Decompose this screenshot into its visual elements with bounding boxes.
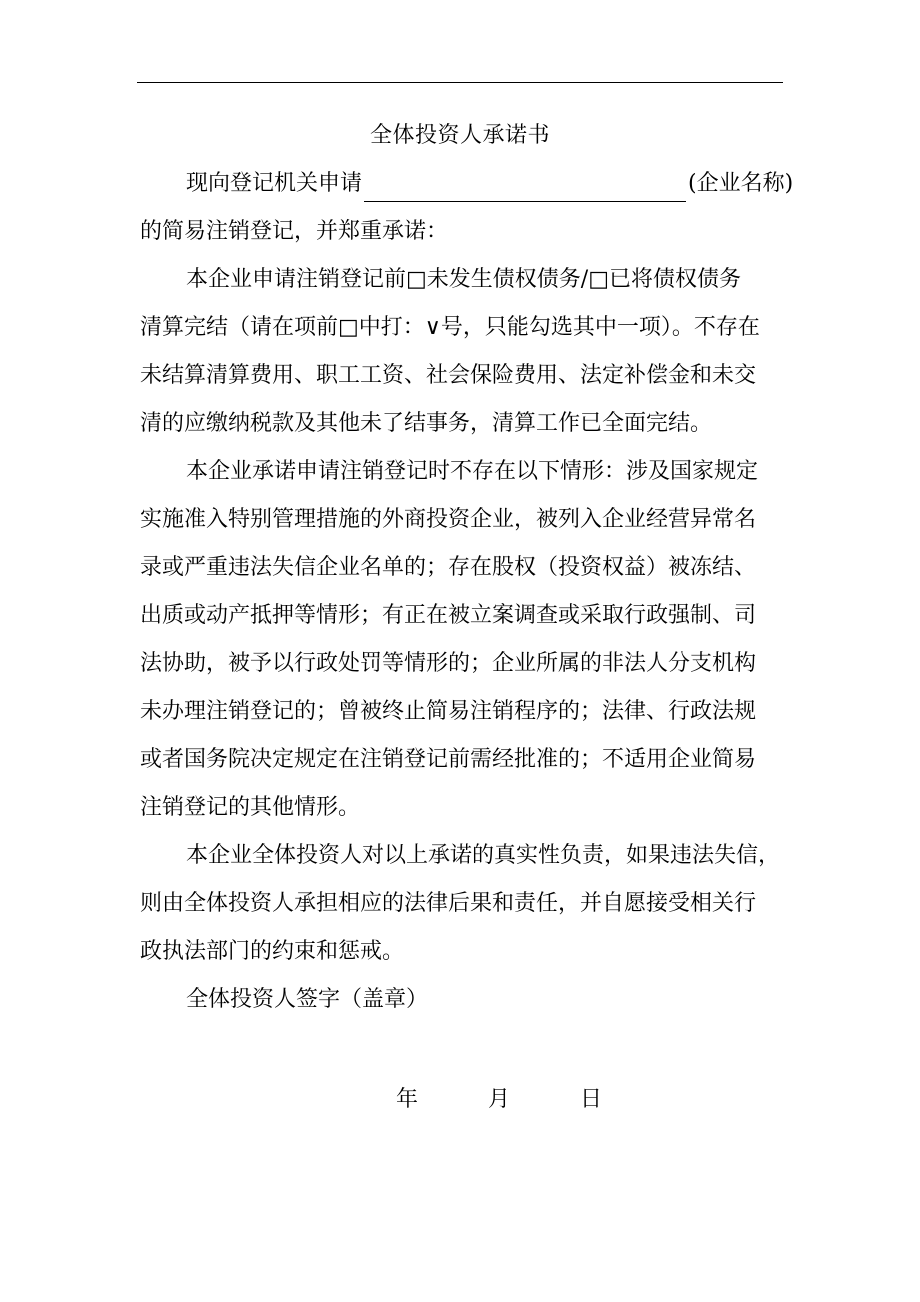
para2-line: 或者国务院决定规定在注销登记前需经批准的；不适用企业简易: [140, 747, 757, 772]
para2-line: 本企业承诺申请注销登记时不存在以下情形：涉及国家规定: [186, 459, 759, 484]
date-year: 年: [396, 1087, 419, 1112]
para1-line: 未结算清算费用、职工工资、社会保险费用、法定补偿金和未交: [140, 363, 757, 388]
para3-line: 则由全体投资人承担相应的法律后果和责任，并自愿接受相关行: [140, 891, 757, 916]
company-name-field[interactable]: [364, 179, 686, 202]
para2-line: 录或严重违法失信企业名单的；存在股权（投资权益）被冻结、: [140, 555, 757, 580]
intro-line: [186, 166, 793, 202]
para3-line: 本企业全体投资人对以上承诺的真实性负责，如果违法失信，: [186, 843, 781, 868]
header-rule: [137, 82, 783, 83]
para2-line: 未办理注销登记的；曾被终止简易注销程序的；法律、行政法规: [140, 699, 757, 724]
date-day: 日: [580, 1087, 603, 1112]
para3-line: 政执法部门的约束和惩戒。: [140, 939, 405, 964]
document-title: 全体投资人承诺书: [369, 123, 550, 148]
para1-line: 清的应缴纳税款及其他未了结事务，清算工作已全面完结。: [140, 411, 713, 436]
para1-line: 清算完结（请在项前□中打：∨号，只能勾选其中一项）。不存在: [140, 315, 760, 340]
para2-line: 注销登记的其他情形。: [140, 795, 361, 820]
para2-line: 实施准入特别管理措施的外商投资企业，被列入企业经营异常名: [140, 507, 757, 532]
intro-prefix: 现向登记机关申请: [186, 171, 363, 196]
intro-suffix: (企业名称): [688, 171, 794, 196]
signature-label: 全体投资人签字（盖章）: [186, 987, 429, 1012]
para1-line: 本企业申请注销登记前□未发生债权债务/□已将债权债务: [186, 267, 741, 292]
date-month: 月: [488, 1087, 511, 1112]
intro-line-2: 的简易注销登记，并郑重承诺：: [140, 219, 449, 244]
para2-line: 法协助，被予以行政处罚等情形的；企业所属的非法人分支机构: [140, 651, 757, 676]
para2-line: 出质或动产抵押等情形；有正在被立案调查或采取行政强制、司: [140, 603, 757, 628]
